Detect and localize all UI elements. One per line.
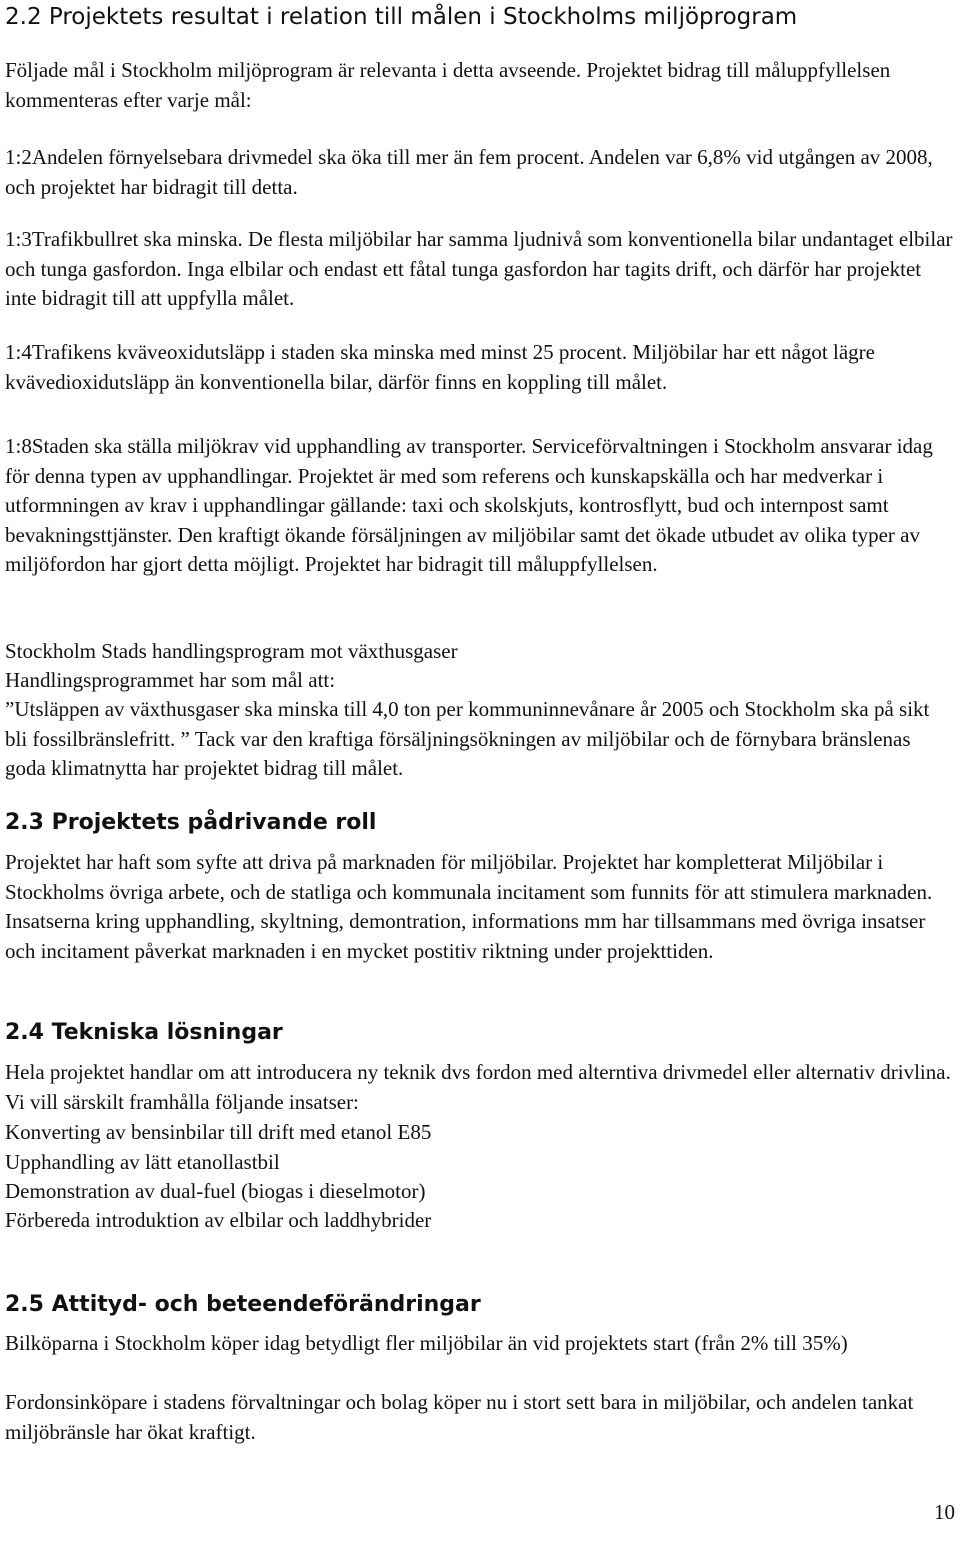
goal-item: [5, 143, 955, 202]
section-2-3-body: Projektet har haft som syfte att driva på marknaden för miljöbilar. Projektet har kompletterat Miljöbilar i Stockholms övriga arbete, och de statliga och kommunala incitament som funnits för att stimulera marknaden. Insatserna kring upphandling, skyltning, demontration, informations mm har tillsammans med övriga insatser och incitament påverkat marknaden i en mycket postitiv riktning under projekttiden.: [5, 850, 933, 963]
goal-text: Andelen förnyelsebara drivmedel ska öka till mer än fem procent. Andelen var 6,8% vid utgången av 2008, och projektet har bidragit till detta.: [5, 145, 933, 199]
goal-item: [5, 338, 955, 397]
goal-item: [5, 225, 955, 314]
goal-text: Trafikens kväveoxidutsläpp i staden ska minska med minst 25 procent. Miljöbilar har ett något lägre kvävedioxidutsläpp än konventionella bilar, därför finns en koppling till målet.: [5, 340, 875, 394]
insats-item: Förbereda introduktion av elbilar och laddhybrider: [5, 1208, 432, 1232]
program-goal-label: Handlingsprogrammet har som mål att:: [5, 668, 336, 692]
goal-number: 1:2: [5, 145, 32, 169]
insats-item: Demonstration av dual-fuel (biogas i dieselmotor): [5, 1179, 426, 1203]
program-title: Stockholm Stads handlingsprogram mot växthusgaser: [5, 639, 458, 663]
goal-item: [5, 432, 955, 580]
insats-item: Upphandling av lätt etanollastbil: [5, 1150, 280, 1174]
section-heading-2-3: 2.3 Projektets pådrivande roll: [5, 810, 377, 835]
goal-text: Staden ska ställa miljökrav vid upphandling av transporter. Serviceförvaltningen i Stockholm ansvarar idag för denna typen av upphandlingar. Projektet är med som referens och kunskapskälla och har medverkar i utformningen av krav i upphandlingar gällande: taxi och skolskjuts, kontrosflytt, bud och internpost samt bevakningsttjänster. Den kraftigt ökande försäljningen av miljöbilar samt det ökade utbudet av olika typer av miljöfordon har gjort detta möjligt. Projektet har bidragit till måluppfyllelsen.: [5, 434, 933, 576]
goal-number: 1:8: [5, 434, 32, 458]
intro-paragraph: Följade mål i Stockholm miljöprogram är relevanta i detta avseende. Projektet bidrag till måluppfyllelsen kommenteras efter varje mål:: [5, 58, 891, 112]
section-heading-2-2: 2.2 Projektets resultat i relation till målen i Stockholms miljöprogram: [5, 4, 798, 30]
program-quote: ”Utsläppen av växthusgaser ska minska till 4,0 ton per kommuninnevånare år 2005 och Stockholm ska på sikt bli fossilbränslefritt. ” Tack var den kraftiga försäljningsökningen av miljöbilar och de förnybara bränslenas goda klimatnytta har projektet bidrag till målet.: [5, 697, 930, 780]
section-2-4-body: Hela projektet handlar om att introducera ny teknik dvs fordon med alterntiva drivmedel eller alternativ drivlina. Vi vill särskilt framhålla följande insatser:: [5, 1060, 951, 1114]
section-heading-2-5: 2.5 Attityd- och beteendeförändringar: [5, 1292, 481, 1317]
insats-item: Konverting av bensinbilar till drift med etanol E85: [5, 1120, 432, 1144]
page-number: 10: [934, 1500, 955, 1524]
goal-number: 1:4: [5, 340, 32, 364]
goal-number: 1:3: [5, 227, 32, 251]
section-2-5-line: Fordonsinköpare i stadens förvaltningar och bolag köper nu i stort sett bara in miljöbilar, och andelen tankat miljöbränsle har ökat kraftigt.: [5, 1390, 914, 1444]
section-heading-2-4: 2.4 Tekniska lösningar: [5, 1020, 283, 1045]
goal-text: Trafikbullret ska minska. De flesta miljöbilar har samma ljudnivå som konventionella bilar undantaget elbilar och tunga gasfordon. Inga elbilar och endast ett fåtal tunga gasfordon har tagits drift, och därför har projektet inte bidragit till att uppfylla målet.: [5, 227, 953, 310]
section-2-5-line: Bilköparna i Stockholm köper idag betydligt fler miljöbilar än vid projektets start (från 2% till 35%): [5, 1331, 848, 1355]
